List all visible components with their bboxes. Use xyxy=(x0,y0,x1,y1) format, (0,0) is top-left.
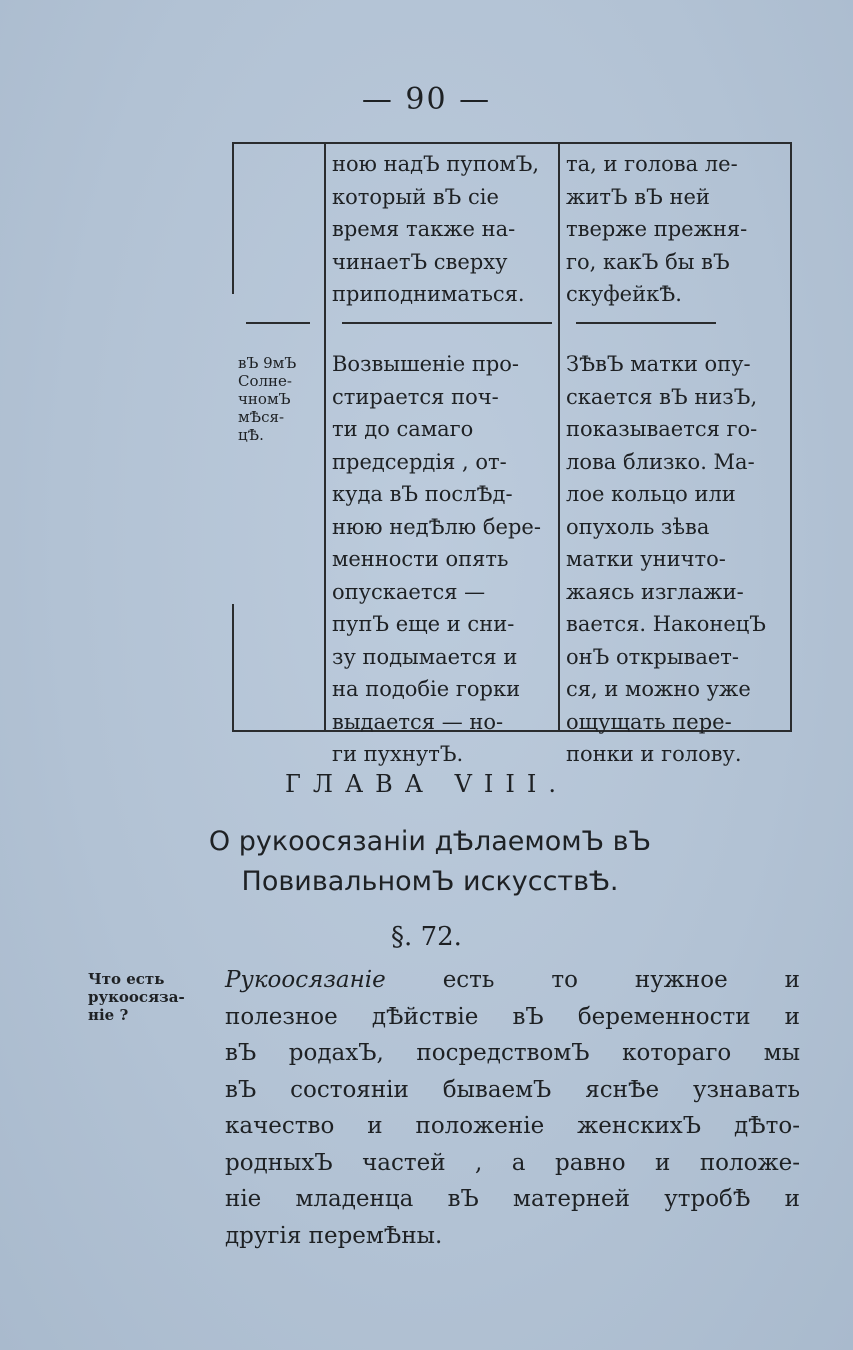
paragraph-line: другiя перемѢны. xyxy=(225,1222,443,1249)
row-separator-col1 xyxy=(246,322,310,324)
paragraph-line: нiе младенца вЪ матерней утробѢ и xyxy=(225,1186,800,1212)
table-left-border-top xyxy=(232,144,234,294)
table-row2-col3: ЗѢвЪ матки опу- скается вЪ низЪ, показывается го- лова близко. Ма- лое кольцо или опухоль зѣва матки уничто- жаясь изглажи- вается. НаконецЪ онЪ открывает- ся, и можно уже ощущать пере- понки и голову. xyxy=(566,352,766,766)
table-left-border-bottom xyxy=(232,604,234,730)
margin-note: Что есть рукоосяза- нiе ? xyxy=(88,970,185,1024)
section-paragraph xyxy=(225,962,800,1254)
first-line-rest: есть то нужное и xyxy=(442,967,800,993)
row-separator-col2 xyxy=(342,322,552,324)
pregnancy-signs-table xyxy=(232,142,792,766)
table-right-border xyxy=(790,144,792,730)
table-row2-col1: вЪ 9мЪ Солне- чномЪ мѢся- цѢ. xyxy=(238,354,297,444)
table-row2-col2: Возвышенiе про- стирается поч- ти до самаго предсердiя , от- куда вЪ послѢд- нюю недѢлю бере- менности опять опускается — пупЪ еще и сни- зу подымается и на подобiе горки выдается — но- ги пухнутЪ. xyxy=(332,352,541,766)
page-number: — 90 — xyxy=(361,82,492,117)
paragraph-line xyxy=(225,962,800,999)
lead-word: Рукоосязанiе xyxy=(225,967,386,993)
section-number: §. 72. xyxy=(391,922,462,952)
paragraph-line: родныхЪ частей , а равно и положе- xyxy=(225,1149,800,1176)
table-row1-col3: та, и голова ле- житЪ вЪ ней тверже прежня- го, какЪ бы вЪ скуфейкѢ. xyxy=(566,152,748,306)
paragraph-line: вЪ родахЪ, посредствомЪ котораго мы xyxy=(225,1040,800,1066)
chapter-title: О рукоосязанiи дѢлаемомЪ вЪ ПовивальномЪ искусствѢ. xyxy=(208,826,652,897)
paragraph-line: вЪ состоянiи бываемЪ яснѢе узнавать xyxy=(225,1076,800,1103)
chapter-heading: ГЛАВА VIII. xyxy=(285,770,568,798)
paragraph-line: качество и положенiе женскихЪ дѢто- xyxy=(225,1113,800,1139)
paragraph-line: полезное дѢйствiе вЪ беременности и xyxy=(225,1003,800,1030)
row-separator-col3 xyxy=(576,322,716,324)
table-column-divider-2 xyxy=(558,144,560,730)
table-row1-col2: ною надЪ пупомЪ, который вЪ сiе время также на- чинаетЪ сверху приподниматься. xyxy=(332,152,540,306)
table-column-divider-1 xyxy=(324,144,326,730)
